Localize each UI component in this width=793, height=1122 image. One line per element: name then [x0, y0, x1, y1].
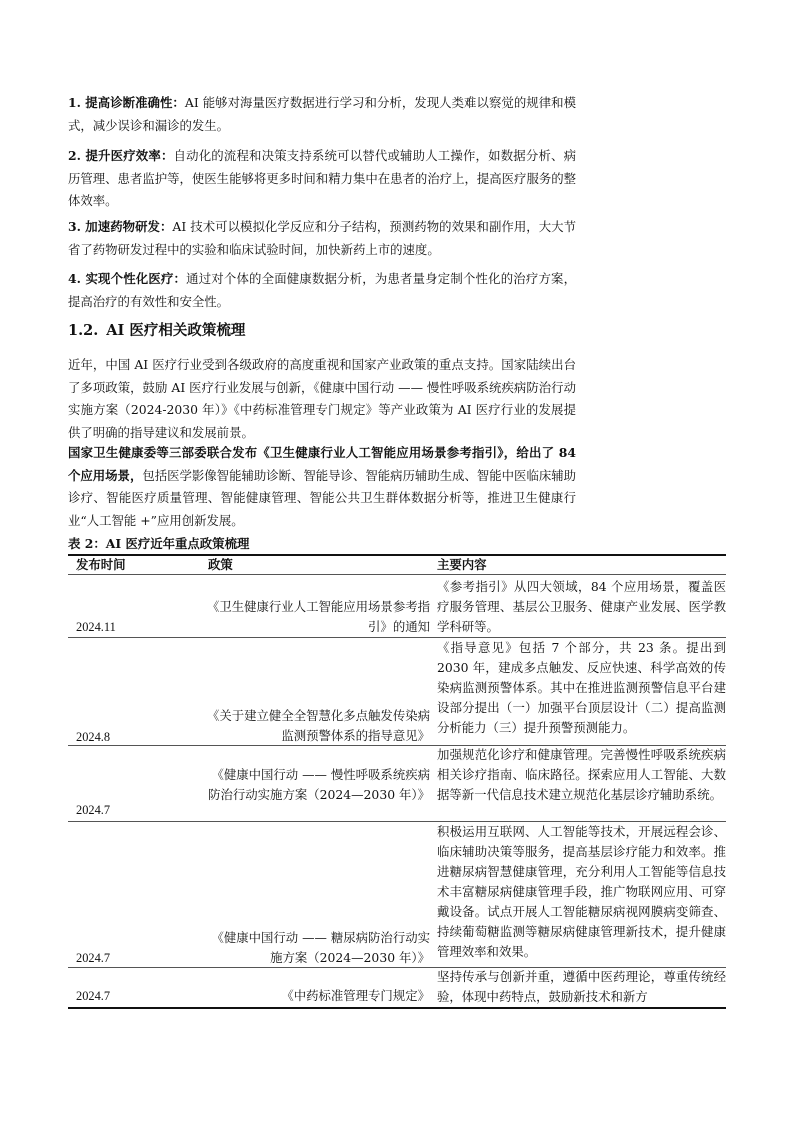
- table-bottom-rule: [68, 1007, 726, 1009]
- benefit-text: AI 能够对海量医疗数据进行学习和分析，发现人类难以察觉的规律和模式，减少误诊和漏诊的发生。: [68, 95, 577, 133]
- row-2-content: 《指导意见》包括 7 个部分，共 23 条。提出到 2030 年，建成多点触发、反应快速、科学高效的传染病监测预警体系。其中在推进监测预警信息平台建设部分提出（一）加强平台顶层设计（二）提高监测分析能力（三）提升预警预测能力。: [437, 640, 726, 735]
- table-header-rule: [68, 574, 726, 575]
- row-4-policy: 《健康中国行动 —— 糖尿病防治行动实施方案（2024—2030 年）》: [211, 930, 430, 965]
- highlight-text: 包括医学影像智能辅助诊断、智能导诊、智能病历辅助生成、智能中医临床辅助诊疗、智能医疗质量管理、智能健康管理、智能公共卫生群体数据分析等，推进卫生健康行业“人工智能 +”应用创新发展。: [68, 467, 577, 528]
- benefit-paragraph-1: [68, 92, 576, 137]
- benefit-lead: 1. 提高诊断准确性：: [68, 95, 185, 110]
- row-1-policy: 《卫生健康行业人工智能应用场景参考指引》的通知: [206, 599, 430, 634]
- section-title: AI 医疗相关政策梳理: [106, 322, 246, 339]
- benefit-text: AI 技术可以模拟化学反应和分子结构，预测药物的效果和副作用，大大节省了药物研发过程中的实验和临床试验时间，加快新药上市的速度。: [68, 219, 577, 257]
- table-top-rule: [68, 554, 726, 556]
- row-3-date: 2024.7: [76, 803, 111, 817]
- highlight-paragraph: [68, 442, 576, 532]
- header-date: 发布时间: [76, 557, 126, 572]
- benefit-text: 自动化的流程和决策支持系统可以替代或辅助人工操作，如数据分析、病历管理、患者监护等，使医生能够将更多时间和精力集中在患者的治疗上，提高医疗服务的整体效率。: [68, 148, 577, 208]
- row-5-date: 2024.7: [76, 989, 111, 1003]
- benefit-lead: 2. 提升医疗效率：: [68, 148, 174, 163]
- row-3-policy: 《健康中国行动 —— 慢性呼吸系统疾病防治行动实施方案（2024—2030 年）》: [208, 767, 430, 802]
- benefit-lead: 4. 实现个性化医疗：: [68, 271, 187, 286]
- benefit-paragraph-3: [68, 216, 576, 261]
- row-5-policy: 《中药标准管理专门规定》: [281, 988, 430, 1003]
- benefit-paragraph-2: [68, 145, 576, 213]
- row-5-content: 坚持传承与创新并重，遵循中医药理论，尊重传统经验，体现中药特点，鼓励新技术和新方: [437, 969, 726, 1004]
- row-4-date: 2024.7: [76, 951, 111, 965]
- row-4-content: 积极运用互联网、人工智能等技术，开展远程会诊、临床辅助决策等服务，提高基层诊疗能力和效率。推进糖尿病智慧健康管理，充分利用人工智能等信息技术丰富糖尿病健康管理手段，推广物联网应用、可穿戴设备。试点开展人工智能糖尿病视网膜病变筛查、持续葡萄糖监测等糖尿病健康管理新技术，提升健康管理效率和效果。: [437, 824, 726, 959]
- section-number: 1.2.: [68, 322, 99, 339]
- row-3-content: 加强规范化诊疗和健康管理。完善慢性呼吸系统疾病相关诊疗指南、临床路径。探索应用人工智能、大数据等新一代信息技术建立规范化基层诊疗辅助系统。: [437, 747, 726, 802]
- row-1-date: 2024.11: [76, 620, 116, 634]
- table-title: 表 2：AI 医疗近年重点政策梳理: [68, 536, 250, 551]
- section-heading: [68, 320, 245, 342]
- intro-paragraph: 近年，中国 AI 医疗行业受到各级政府的高度重视和国家产业政策的重点支持。国家陆续出台了多项政策，鼓励 AI 医疗行业发展与创新，《健康中国行动 —— 慢性呼吸系统疾病防治行动实施方案（2024-2030 年）》《中药标准管理专门规定》等产业政策为 AI 医疗行业的发展提供了明确的指导建议和发展前景。: [68, 357, 576, 440]
- benefit-lead: 3. 加速药物研发：: [68, 219, 173, 234]
- highlight-bold: 国家卫生健康委等三部委联合发布《卫生健康行业人工智能应用场景参考指引》，给出了 84 个应用场景，: [68, 445, 576, 483]
- header-content: 主要内容: [437, 557, 487, 572]
- header-policy: 政策: [208, 557, 233, 572]
- benefit-text: 通过对个体的全面健康数据分析，为患者量身定制个性化的治疗方案，提高治疗的有效性和安全性。: [68, 271, 576, 309]
- row-2-date: 2024.8: [76, 730, 111, 744]
- row-2-policy: 《关于建立健全全智慧化多点触发传染病监测预警体系的指导意见》: [206, 708, 430, 743]
- row-1-content: 《参考指引》从四大领域，84 个应用场景，覆盖医疗服务管理、基层公卫服务、健康产业发展、医学教学科研等。: [437, 579, 726, 634]
- benefit-paragraph-4: [68, 268, 576, 313]
